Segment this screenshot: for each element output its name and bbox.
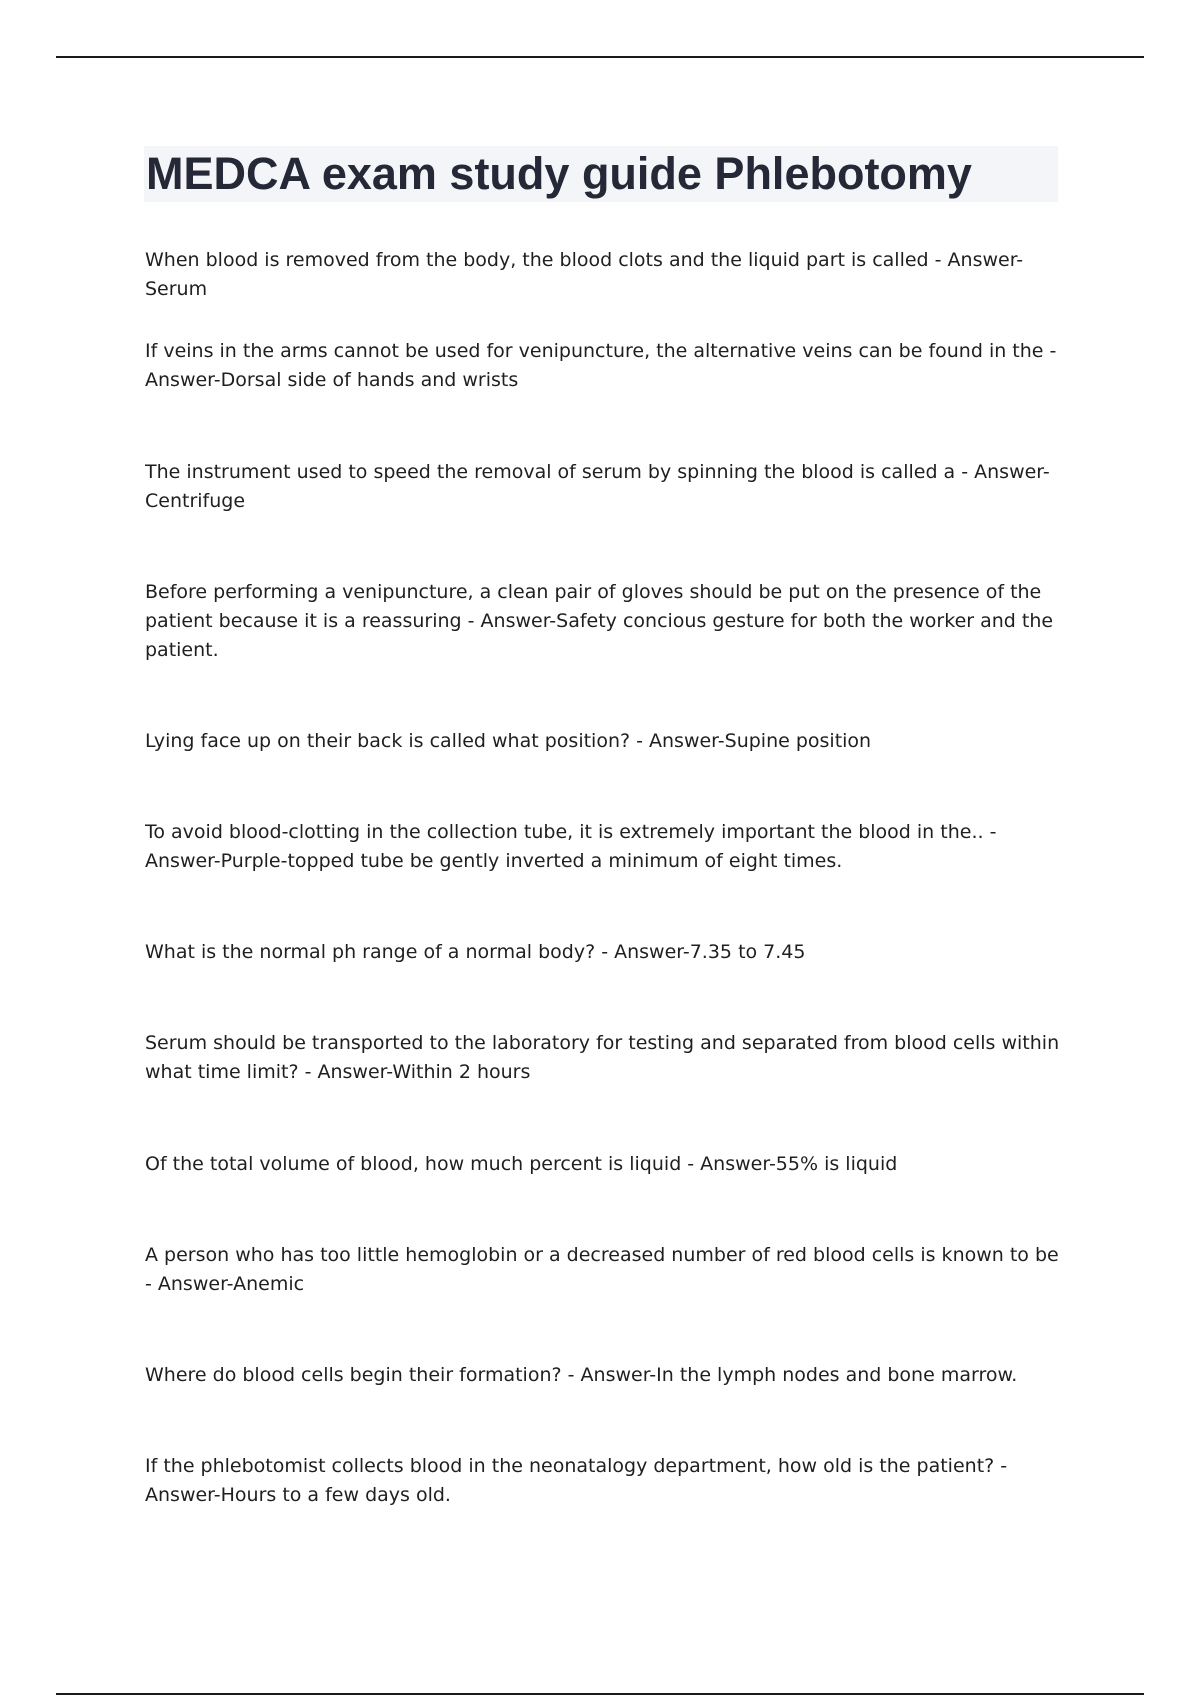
top-divider [56,56,1144,58]
page-title: MEDCA exam study guide Phlebotomy [146,148,972,199]
qa-item-3: The instrument used to speed the removal of serum by spinning the blood is called a - Answer-Centrifuge [145,461,1050,512]
qa-item-7: What is the normal ph range of a normal body? - Answer-7.35 to 7.45 [145,941,806,963]
qa-item-5: Lying face up on their back is called what position? - Answer-Supine position [145,730,872,752]
qa-item-1: When blood is removed from the body, the blood clots and the liquid part is called - Answer-Serum [145,249,1024,300]
qa-item-9: Of the total volume of blood, how much percent is liquid - Answer-55% is liquid [145,1153,898,1175]
qa-item-11: Where do blood cells begin their formation? - Answer-In the lymph nodes and bone marrow. [145,1364,1018,1386]
title-block [144,146,1058,202]
bottom-divider [56,1693,1144,1695]
qa-item-12: If the phlebotomist collects blood in the neonatalogy department, how old is the patient? - Answer-Hours to a few days old. [145,1455,1008,1506]
qa-item-6: To avoid blood-clotting in the collection tube, it is extremely important the blood in the.. - Answer-Purple-topped tube be gently inverted a minimum of eight times. [145,821,997,872]
qa-item-4: Before performing a venipuncture, a clean pair of gloves should be put on the presence of the patient because it is a reassuring - Answer-Safety concious gesture for both the worker and the patient. [145,581,1054,661]
qa-item-8: Serum should be transported to the laboratory for testing and separated from blood cells within what time limit? - Answer-Within 2 hours [145,1032,1060,1083]
qa-item-2: If veins in the arms cannot be used for venipuncture, the alternative veins can be found in the - Answer-Dorsal side of hands and wrists [145,340,1057,391]
qa-item-10: A person who has too little hemoglobin or a decreased number of red blood cells is known to be - Answer-Anemic [145,1244,1059,1295]
